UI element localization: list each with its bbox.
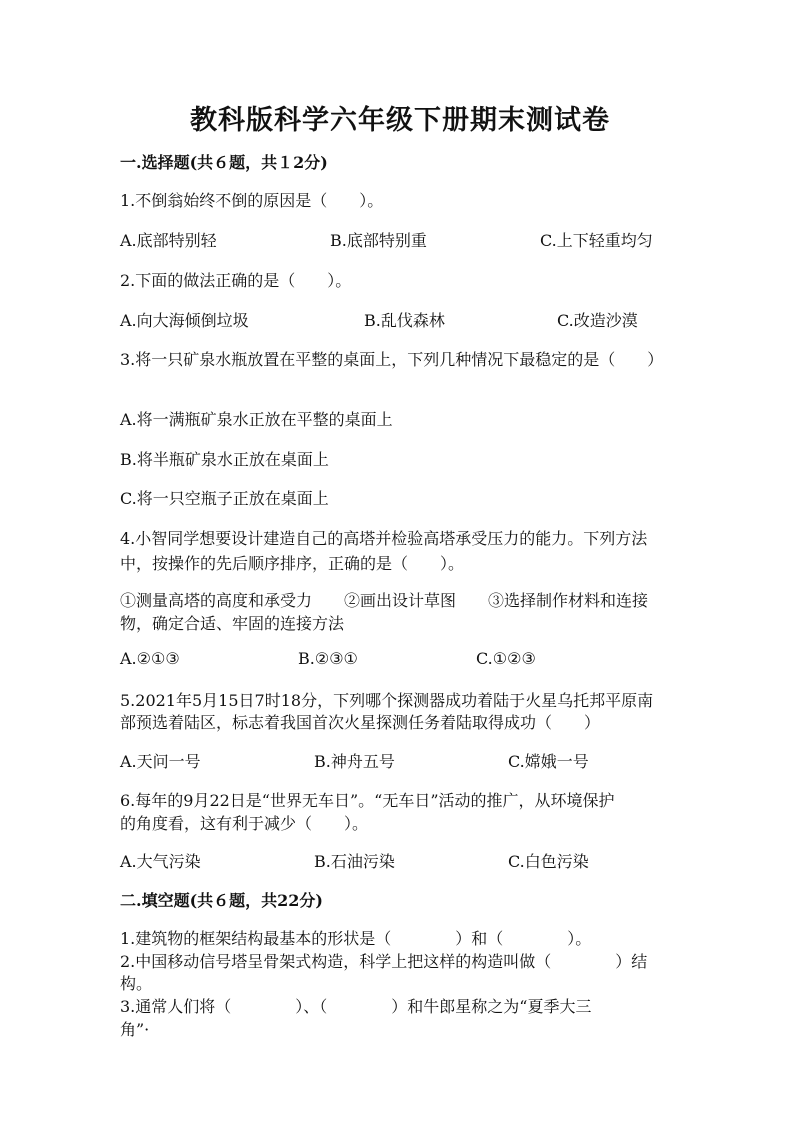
fill-question-3-text-line-2: 角”·: [120, 1020, 150, 1039]
question-4-text-line-2: 中，按操作的先后顺序排序，正确的是（ ）。: [120, 554, 465, 573]
section-heading-choice: 一.选择题(共６题，共１2分): [120, 153, 328, 172]
question-4-text-line-1: 4.小智同学想要设计建造自己的高塔并检验高塔承受压力的能力。下列方法: [120, 529, 648, 548]
question-5-option-b: B.神舟五号: [314, 752, 395, 771]
question-5-text-line-1: 5.2021年5月15日7时18分，下列哪个探测器成功着陆于火星乌托邦平原南: [120, 691, 654, 710]
fill-question-2-text-line-1: 2.中国移动信号塔呈骨架式构造，科学上把这样的构造叫做（ ）结: [120, 952, 648, 971]
question-1-option-b: B.底部特别重: [330, 231, 427, 250]
question-6-text-line-2: 的角度看，这有利于减少（ ）。: [120, 814, 369, 833]
question-1-text: 1.不倒翁始终不倒的原因是（ ）。: [120, 191, 384, 210]
question-5-text-line-2: 部预选着陆区，标志着我国首次火星探测任务着陆取得成功（ ）: [120, 713, 601, 732]
question-6-text-line-1: 6.每年的9月22日是“世界无车日”。“无车日”活动的推广，从环境保护: [120, 791, 615, 810]
question-4-steps-line-1: ①测量高塔的高度和承受力 ②画出设计草图 ③选择制作材料和连接: [120, 591, 649, 610]
question-3-option-b: B.将半瓶矿泉水正放在桌面上: [120, 450, 329, 469]
question-2-option-b: B.乱伐森林: [364, 311, 445, 330]
question-1-option-c: C.上下轻重均匀: [540, 231, 653, 250]
question-3-option-a: A.将一满瓶矿泉水正放在平整的桌面上: [120, 410, 393, 429]
question-2-option-c: C.改造沙漠: [557, 311, 638, 330]
fill-question-1-text: 1.建筑物的框架结构最基本的形状是（ ）和（ ）。: [120, 929, 592, 948]
question-4-option-a: A.②①③: [120, 649, 180, 668]
question-4-option-c: C.①②③: [476, 649, 536, 668]
fill-question-3-text-line-1: 3.通常人们将（ ）、（ ）和牛郎星称之为“夏季大三: [120, 997, 592, 1016]
question-2-text: 2.下面的做法正确的是（ ）。: [120, 271, 352, 290]
question-1-option-a: A.底部特别轻: [120, 231, 217, 250]
question-3-option-c: C.将一只空瓶子正放在桌面上: [120, 489, 329, 508]
question-5-option-a: A.天问一号: [120, 752, 201, 771]
question-3-text: 3.将一只矿泉水瓶放置在平整的桌面上，下列几种情况下最稳定的是（ ）: [120, 350, 664, 369]
question-6-option-b: B.石油污染: [314, 852, 395, 871]
page-title: 教科版科学六年级下册期末测试卷: [190, 105, 610, 136]
fill-question-2-text-line-2: 构。: [120, 974, 153, 993]
question-6-option-a: A.大气污染: [120, 852, 201, 871]
question-4-option-b: B.②③①: [298, 649, 358, 668]
question-4-steps-line-2: 物，确定合适、牢固的连接方法: [120, 614, 345, 633]
section-heading-fill-blank: 二.填空题(共６题，共22分): [120, 891, 323, 910]
question-2-option-a: A.向大海倾倒垃圾: [120, 311, 249, 330]
question-6-option-c: C.白色污染: [508, 852, 589, 871]
question-5-option-c: C.嫦娥一号: [508, 752, 589, 771]
